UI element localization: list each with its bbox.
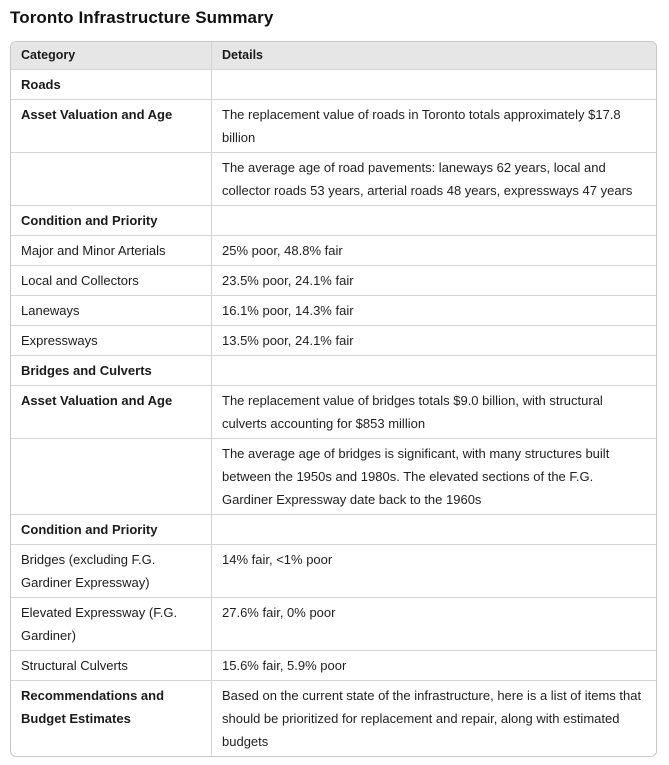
details-cell (212, 70, 657, 100)
details-cell: 15.6% fair, 5.9% poor (212, 651, 657, 681)
table-row (11, 266, 656, 296)
category-cell: Elevated Expressway (F.G. Gardiner) (11, 598, 212, 651)
column-header-category: Category (11, 42, 212, 70)
category-cell: Local and Collectors (11, 266, 212, 296)
table-row (11, 206, 656, 236)
details-cell: 25% poor, 48.8% fair (212, 236, 657, 266)
details-cell: 14% fair, <1% poor (212, 545, 657, 598)
category-cell (11, 153, 212, 206)
table-row (11, 70, 656, 100)
details-cell: Based on the current state of the infrastructure, here is a list of items that should be prioritized for replacement and repair, along with estimated budgets (212, 681, 657, 757)
column-header-details: Details (212, 42, 657, 70)
category-cell: Bridges (excluding F.G. Gardiner Expressway) (11, 545, 212, 598)
table-row (11, 236, 656, 266)
category-cell (11, 439, 212, 515)
details-cell (212, 515, 657, 545)
category-cell: Expressways (11, 326, 212, 356)
details-cell: 23.5% poor, 24.1% fair (212, 266, 657, 296)
details-cell: The average age of bridges is significant, with many structures built between the 1950s and 1980s. The elevated sections of the F.G. Gardiner Expressway date back to the 1960s (212, 439, 657, 515)
category-cell: Asset Valuation and Age (11, 386, 212, 439)
details-cell: The replacement value of bridges totals $9.0 billion, with structural culverts accounting for $853 million (212, 386, 657, 439)
table-body (11, 70, 656, 757)
table-row (11, 651, 656, 681)
category-cell: Bridges and Culverts (11, 356, 212, 386)
category-cell: Laneways (11, 296, 212, 326)
page-title: Toronto Infrastructure Summary (10, 8, 274, 27)
details-cell: The average age of road pavements: laneways 62 years, local and collector roads 53 years, arterial roads 48 years, expressways 47 years (212, 153, 657, 206)
details-cell: 13.5% poor, 24.1% fair (212, 326, 657, 356)
table-row (11, 598, 656, 651)
details-cell: The replacement value of roads in Toronto totals approximately $17.8 billion (212, 100, 657, 153)
table-row (11, 153, 656, 206)
category-cell: Roads (11, 70, 212, 100)
table-row (11, 545, 656, 598)
table-row (11, 296, 656, 326)
table-row (11, 681, 656, 757)
header-row (11, 42, 656, 70)
table-row (11, 386, 656, 439)
table-row (11, 515, 656, 545)
summary-table (11, 42, 656, 756)
table-row (11, 326, 656, 356)
category-cell: Major and Minor Arterials (11, 236, 212, 266)
table-row (11, 439, 656, 515)
details-cell: 27.6% fair, 0% poor (212, 598, 657, 651)
table-row (11, 356, 656, 386)
table-row (11, 100, 656, 153)
details-cell (212, 356, 657, 386)
infrastructure-summary-table (10, 41, 657, 757)
details-cell: 16.1% poor, 14.3% fair (212, 296, 657, 326)
category-cell: Asset Valuation and Age (11, 100, 212, 153)
category-cell: Condition and Priority (11, 515, 212, 545)
details-cell (212, 206, 657, 236)
category-cell: Condition and Priority (11, 206, 212, 236)
category-cell: Recommendations and Budget Estimates (11, 681, 212, 757)
category-cell: Structural Culverts (11, 651, 212, 681)
